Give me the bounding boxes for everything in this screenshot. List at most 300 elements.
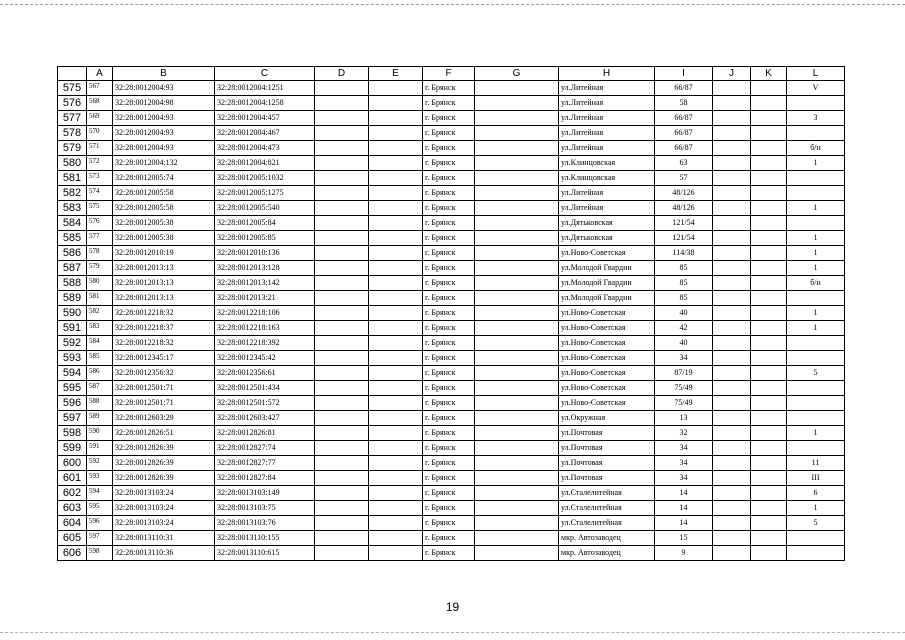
cell-a: 597 bbox=[87, 531, 113, 546]
cell-j bbox=[713, 291, 751, 306]
cell-l: 1 bbox=[787, 201, 845, 216]
cell-j bbox=[713, 171, 751, 186]
cell-e bbox=[369, 411, 423, 426]
cell-g bbox=[475, 336, 559, 351]
cell-d bbox=[315, 471, 369, 486]
cell-l: V bbox=[787, 81, 845, 96]
column-header-f: F bbox=[423, 67, 475, 81]
cell-k bbox=[751, 216, 787, 231]
cell-k bbox=[751, 531, 787, 546]
cell-a: 572 bbox=[87, 156, 113, 171]
cell-d bbox=[315, 201, 369, 216]
column-header-e: E bbox=[369, 67, 423, 81]
table-row bbox=[58, 231, 845, 246]
cell-b: 32:28:0012004:93 bbox=[113, 81, 215, 96]
cell-c: 32:28:0012827:77 bbox=[215, 456, 315, 471]
cell-h: ул.Ново-Советская bbox=[559, 321, 655, 336]
cell-j bbox=[713, 471, 751, 486]
cell-b: 32:28:0012218:32 bbox=[113, 306, 215, 321]
cell-l: 1 bbox=[787, 306, 845, 321]
cell-h: ул.Молодой Гвардии bbox=[559, 291, 655, 306]
cell-j bbox=[713, 126, 751, 141]
cell-f: г. Брянск bbox=[423, 81, 475, 96]
cell-j bbox=[713, 351, 751, 366]
table-row bbox=[58, 261, 845, 276]
table-row bbox=[58, 366, 845, 381]
cell-d bbox=[315, 306, 369, 321]
cell-d bbox=[315, 171, 369, 186]
cell-b: 32:28:0012013:13 bbox=[113, 261, 215, 276]
table-row bbox=[58, 321, 845, 336]
cell-f: г. Брянск bbox=[423, 486, 475, 501]
cell-e bbox=[369, 471, 423, 486]
cell-l: 5 bbox=[787, 366, 845, 381]
cell-j bbox=[713, 456, 751, 471]
cell-g bbox=[475, 321, 559, 336]
cell-b: 32:28:0012004:93 bbox=[113, 141, 215, 156]
cell-b: 32:28:0012218:37 bbox=[113, 321, 215, 336]
cell-a: 586 bbox=[87, 366, 113, 381]
cell-f: г. Брянск bbox=[423, 426, 475, 441]
cell-a: 589 bbox=[87, 411, 113, 426]
cell-h: ул.Ново-Советская bbox=[559, 336, 655, 351]
cell-d bbox=[315, 486, 369, 501]
cell-h: ул.Сталелитейная bbox=[559, 486, 655, 501]
cell-l bbox=[787, 336, 845, 351]
cell-e bbox=[369, 396, 423, 411]
cell-b: 32:28:0013103:24 bbox=[113, 501, 215, 516]
cell-g bbox=[475, 531, 559, 546]
cell-j bbox=[713, 366, 751, 381]
cell-j bbox=[713, 156, 751, 171]
cell-a: 576 bbox=[87, 216, 113, 231]
cell-l bbox=[787, 186, 845, 201]
row-number: 592 bbox=[58, 336, 87, 351]
row-number: 576 bbox=[58, 96, 87, 111]
cell-a: 573 bbox=[87, 171, 113, 186]
cell-a: 588 bbox=[87, 396, 113, 411]
cell-f: г. Брянск bbox=[423, 516, 475, 531]
cell-f: г. Брянск bbox=[423, 456, 475, 471]
cell-i: 85 bbox=[655, 276, 713, 291]
cell-b: 32:28:0012826:51 bbox=[113, 426, 215, 441]
column-header-a: A bbox=[87, 67, 113, 81]
cell-e bbox=[369, 171, 423, 186]
cell-f: г. Брянск bbox=[423, 501, 475, 516]
table-body bbox=[58, 81, 845, 561]
cell-a: 587 bbox=[87, 381, 113, 396]
cell-l: 11 bbox=[787, 456, 845, 471]
cell-b: 32:28:0012501:71 bbox=[113, 381, 215, 396]
cell-i: 85 bbox=[655, 291, 713, 306]
cell-g bbox=[475, 486, 559, 501]
cell-a: 590 bbox=[87, 426, 113, 441]
cell-f: г. Брянск bbox=[423, 216, 475, 231]
table-row bbox=[58, 186, 845, 201]
cell-l bbox=[787, 291, 845, 306]
cell-k bbox=[751, 321, 787, 336]
cell-h: ул.Клинцовская bbox=[559, 171, 655, 186]
row-number: 594 bbox=[58, 366, 87, 381]
cell-f: г. Брянск bbox=[423, 156, 475, 171]
cell-h: ул.Молодой Гвардии bbox=[559, 261, 655, 276]
cell-k bbox=[751, 516, 787, 531]
cell-h: ул.Литейная bbox=[559, 201, 655, 216]
cell-h: ул.Молодой Гвардии bbox=[559, 276, 655, 291]
cell-h: ул.Литейная bbox=[559, 81, 655, 96]
cell-j bbox=[713, 381, 751, 396]
cell-c: 32:28:0012013:142 bbox=[215, 276, 315, 291]
cell-j bbox=[713, 516, 751, 531]
row-number: 590 bbox=[58, 306, 87, 321]
cell-a: 593 bbox=[87, 471, 113, 486]
cell-c: 32:28:0012603:427 bbox=[215, 411, 315, 426]
cell-e bbox=[369, 216, 423, 231]
cell-i: 121/54 bbox=[655, 216, 713, 231]
cell-k bbox=[751, 111, 787, 126]
cell-f: г. Брянск bbox=[423, 141, 475, 156]
cell-d bbox=[315, 336, 369, 351]
table-row bbox=[58, 441, 845, 456]
cell-l: 1 bbox=[787, 156, 845, 171]
cell-h: ул.Окружная bbox=[559, 411, 655, 426]
cell-c: 32:28:0012013:128 bbox=[215, 261, 315, 276]
cell-e bbox=[369, 336, 423, 351]
cell-l: 3 bbox=[787, 111, 845, 126]
cell-g bbox=[475, 351, 559, 366]
cell-i: 75/49 bbox=[655, 396, 713, 411]
cell-e bbox=[369, 306, 423, 321]
cell-k bbox=[751, 471, 787, 486]
cell-c: 32:28:0012004:473 bbox=[215, 141, 315, 156]
cell-g bbox=[475, 276, 559, 291]
cell-j bbox=[713, 531, 751, 546]
table-row bbox=[58, 486, 845, 501]
cell-j bbox=[713, 336, 751, 351]
row-number: 580 bbox=[58, 156, 87, 171]
cell-h: ул.Ново-Советская bbox=[559, 306, 655, 321]
cell-a: 578 bbox=[87, 246, 113, 261]
cell-i: 66/87 bbox=[655, 141, 713, 156]
cell-k bbox=[751, 306, 787, 321]
cell-b: 32:28:0013110:36 bbox=[113, 546, 215, 561]
row-number: 584 bbox=[58, 216, 87, 231]
cell-h: ул.Сталелитейная bbox=[559, 501, 655, 516]
cell-l: б/н bbox=[787, 276, 845, 291]
cell-c: 32:28:0012501:572 bbox=[215, 396, 315, 411]
cell-e bbox=[369, 81, 423, 96]
cell-c: 32:28:0013103:76 bbox=[215, 516, 315, 531]
column-header-k: K bbox=[751, 67, 787, 81]
cell-j bbox=[713, 441, 751, 456]
cell-h: ул.Литейная bbox=[559, 126, 655, 141]
cell-i: 121/54 bbox=[655, 231, 713, 246]
row-number: 606 bbox=[58, 546, 87, 561]
cell-f: г. Брянск bbox=[423, 201, 475, 216]
cell-j bbox=[713, 396, 751, 411]
cell-g bbox=[475, 471, 559, 486]
table-row bbox=[58, 396, 845, 411]
cell-j bbox=[713, 246, 751, 261]
cell-a: 584 bbox=[87, 336, 113, 351]
cell-j bbox=[713, 186, 751, 201]
cell-h: ул.Ново-Советская bbox=[559, 246, 655, 261]
cell-f: г. Брянск bbox=[423, 381, 475, 396]
cell-l bbox=[787, 546, 845, 561]
cell-f: г. Брянск bbox=[423, 291, 475, 306]
cell-d bbox=[315, 141, 369, 156]
cell-g bbox=[475, 216, 559, 231]
column-header-b: B bbox=[113, 67, 215, 81]
cell-l bbox=[787, 351, 845, 366]
cell-f: г. Брянск bbox=[423, 111, 475, 126]
cell-i: 57 bbox=[655, 171, 713, 186]
column-header-h: H bbox=[559, 67, 655, 81]
cell-h: ул.Сталелитейная bbox=[559, 516, 655, 531]
cell-f: г. Брянск bbox=[423, 96, 475, 111]
cell-a: 571 bbox=[87, 141, 113, 156]
cell-i: 75/49 bbox=[655, 381, 713, 396]
cell-f: г. Брянск bbox=[423, 171, 475, 186]
cell-f: г. Брянск bbox=[423, 336, 475, 351]
cell-b: 32:28:0012004:98 bbox=[113, 96, 215, 111]
cell-e bbox=[369, 321, 423, 336]
column-header-j: J bbox=[713, 67, 751, 81]
cell-l: 1 bbox=[787, 231, 845, 246]
cell-b: 32:28:0012013:13 bbox=[113, 276, 215, 291]
cell-b: 32:28:0012010:19 bbox=[113, 246, 215, 261]
cell-k bbox=[751, 126, 787, 141]
row-number: 585 bbox=[58, 231, 87, 246]
cell-g bbox=[475, 546, 559, 561]
cell-l: 1 bbox=[787, 321, 845, 336]
table-row bbox=[58, 276, 845, 291]
cell-d bbox=[315, 111, 369, 126]
row-number: 599 bbox=[58, 441, 87, 456]
row-number: 605 bbox=[58, 531, 87, 546]
cell-a: 591 bbox=[87, 441, 113, 456]
row-number: 581 bbox=[58, 171, 87, 186]
cell-h: ул.Ново-Советская bbox=[559, 381, 655, 396]
cell-g bbox=[475, 396, 559, 411]
cell-e bbox=[369, 426, 423, 441]
cell-h: ул.Дятьковская bbox=[559, 231, 655, 246]
cell-i: 15 bbox=[655, 531, 713, 546]
cell-b: 32:28:0013103:24 bbox=[113, 486, 215, 501]
cell-g bbox=[475, 306, 559, 321]
cell-f: г. Брянск bbox=[423, 306, 475, 321]
cell-a: 581 bbox=[87, 291, 113, 306]
cell-k bbox=[751, 171, 787, 186]
cell-c: 32:28:0012010:136 bbox=[215, 246, 315, 261]
cell-l: 1 bbox=[787, 246, 845, 261]
cell-b: 32:28:0012826:39 bbox=[113, 471, 215, 486]
cell-g bbox=[475, 126, 559, 141]
cell-l bbox=[787, 381, 845, 396]
cell-c: 32:28:0012005:1275 bbox=[215, 186, 315, 201]
cell-l bbox=[787, 411, 845, 426]
cell-g bbox=[475, 96, 559, 111]
cell-j bbox=[713, 321, 751, 336]
cell-d bbox=[315, 516, 369, 531]
cell-g bbox=[475, 456, 559, 471]
cell-b: 32:28:0012603:29 bbox=[113, 411, 215, 426]
cell-e bbox=[369, 96, 423, 111]
row-number: 593 bbox=[58, 351, 87, 366]
cell-i: 14 bbox=[655, 486, 713, 501]
table-row bbox=[58, 291, 845, 306]
cell-k bbox=[751, 426, 787, 441]
scan-edge-top bbox=[0, 4, 905, 5]
table-row bbox=[58, 246, 845, 261]
cell-k bbox=[751, 246, 787, 261]
cell-b: 32:28:0012005:38 bbox=[113, 231, 215, 246]
row-number: 600 bbox=[58, 456, 87, 471]
cell-e bbox=[369, 141, 423, 156]
cell-e bbox=[369, 441, 423, 456]
spreadsheet-table bbox=[57, 66, 845, 561]
cell-d bbox=[315, 291, 369, 306]
cell-h: ул.Почтовая bbox=[559, 471, 655, 486]
cell-j bbox=[713, 111, 751, 126]
column-header-d: D bbox=[315, 67, 369, 81]
cell-h: ул.Ново-Советская bbox=[559, 396, 655, 411]
cell-i: 66/87 bbox=[655, 126, 713, 141]
cell-e bbox=[369, 516, 423, 531]
cell-h: ул.Ново-Советская bbox=[559, 366, 655, 381]
cell-f: г. Брянск bbox=[423, 396, 475, 411]
cell-c: 32:28:0012004:457 bbox=[215, 111, 315, 126]
table-row bbox=[58, 96, 845, 111]
row-number: 577 bbox=[58, 111, 87, 126]
cell-c: 32:28:0012013:21 bbox=[215, 291, 315, 306]
page-number: 19 bbox=[445, 600, 460, 614]
cell-c: 32:28:0013103:75 bbox=[215, 501, 315, 516]
table-row bbox=[58, 141, 845, 156]
cell-d bbox=[315, 231, 369, 246]
cell-a: 595 bbox=[87, 501, 113, 516]
table-row bbox=[58, 531, 845, 546]
cell-b: 32:28:0012005:38 bbox=[113, 216, 215, 231]
cell-j bbox=[713, 81, 751, 96]
cell-h: ул.Литейная bbox=[559, 186, 655, 201]
cell-i: 34 bbox=[655, 351, 713, 366]
cell-h: мкр. Автозаводец bbox=[559, 531, 655, 546]
cell-e bbox=[369, 486, 423, 501]
table-row bbox=[58, 471, 845, 486]
cell-k bbox=[751, 276, 787, 291]
cell-d bbox=[315, 366, 369, 381]
row-number: 601 bbox=[58, 471, 87, 486]
row-number: 598 bbox=[58, 426, 87, 441]
cell-d bbox=[315, 96, 369, 111]
cell-i: 34 bbox=[655, 456, 713, 471]
cell-f: г. Брянск bbox=[423, 351, 475, 366]
cell-k bbox=[751, 261, 787, 276]
cell-b: 32:28:0012501:71 bbox=[113, 396, 215, 411]
scan-edge-bottom bbox=[0, 632, 905, 633]
table-row bbox=[58, 426, 845, 441]
cell-c: 32:28:0012005:1032 bbox=[215, 171, 315, 186]
table-row bbox=[58, 456, 845, 471]
cell-c: 32:28:0012218:106 bbox=[215, 306, 315, 321]
cell-d bbox=[315, 531, 369, 546]
table-row bbox=[58, 516, 845, 531]
row-number: 595 bbox=[58, 381, 87, 396]
cell-e bbox=[369, 351, 423, 366]
cell-i: 9 bbox=[655, 546, 713, 561]
cell-k bbox=[751, 81, 787, 96]
cell-g bbox=[475, 441, 559, 456]
cell-g bbox=[475, 201, 559, 216]
cell-e bbox=[369, 276, 423, 291]
cell-l bbox=[787, 531, 845, 546]
table-row bbox=[58, 381, 845, 396]
cell-i: 114/38 bbox=[655, 246, 713, 261]
cell-a: 569 bbox=[87, 111, 113, 126]
cell-a: 577 bbox=[87, 231, 113, 246]
cell-d bbox=[315, 546, 369, 561]
cell-g bbox=[475, 186, 559, 201]
cell-j bbox=[713, 546, 751, 561]
cell-k bbox=[751, 441, 787, 456]
cell-e bbox=[369, 231, 423, 246]
cell-j bbox=[713, 201, 751, 216]
cell-d bbox=[315, 381, 369, 396]
table-row bbox=[58, 81, 845, 96]
cell-l bbox=[787, 216, 845, 231]
cell-k bbox=[751, 381, 787, 396]
cell-j bbox=[713, 261, 751, 276]
row-number: 586 bbox=[58, 246, 87, 261]
cell-b: 32:28:0013103:24 bbox=[113, 516, 215, 531]
cell-g bbox=[475, 171, 559, 186]
row-number: 597 bbox=[58, 411, 87, 426]
cell-i: 40 bbox=[655, 336, 713, 351]
cell-l bbox=[787, 396, 845, 411]
corner-cell bbox=[58, 67, 87, 81]
cell-d bbox=[315, 501, 369, 516]
cell-i: 58 bbox=[655, 96, 713, 111]
cell-f: г. Брянск bbox=[423, 441, 475, 456]
row-number: 596 bbox=[58, 396, 87, 411]
cell-h: ул.Дятьковская bbox=[559, 216, 655, 231]
cell-f: г. Брянск bbox=[423, 321, 475, 336]
cell-l: 1 bbox=[787, 426, 845, 441]
cell-j bbox=[713, 486, 751, 501]
cell-c: 32:28:0012004:1258 bbox=[215, 96, 315, 111]
cell-g bbox=[475, 231, 559, 246]
cell-k bbox=[751, 201, 787, 216]
cell-l: III bbox=[787, 471, 845, 486]
table-row bbox=[58, 171, 845, 186]
table-row bbox=[58, 126, 845, 141]
cell-d bbox=[315, 156, 369, 171]
cell-b: 32:28:0012218:32 bbox=[113, 336, 215, 351]
cell-c: 32:28:0012356:61 bbox=[215, 366, 315, 381]
cell-k bbox=[751, 546, 787, 561]
cell-f: г. Брянск bbox=[423, 126, 475, 141]
cell-j bbox=[713, 426, 751, 441]
cell-c: 32:28:0012004:467 bbox=[215, 126, 315, 141]
cell-c: 32:28:0013110:615 bbox=[215, 546, 315, 561]
row-number: 602 bbox=[58, 486, 87, 501]
cell-d bbox=[315, 426, 369, 441]
table-row bbox=[58, 336, 845, 351]
row-number: 579 bbox=[58, 141, 87, 156]
column-header-c: C bbox=[215, 67, 315, 81]
cell-g bbox=[475, 81, 559, 96]
